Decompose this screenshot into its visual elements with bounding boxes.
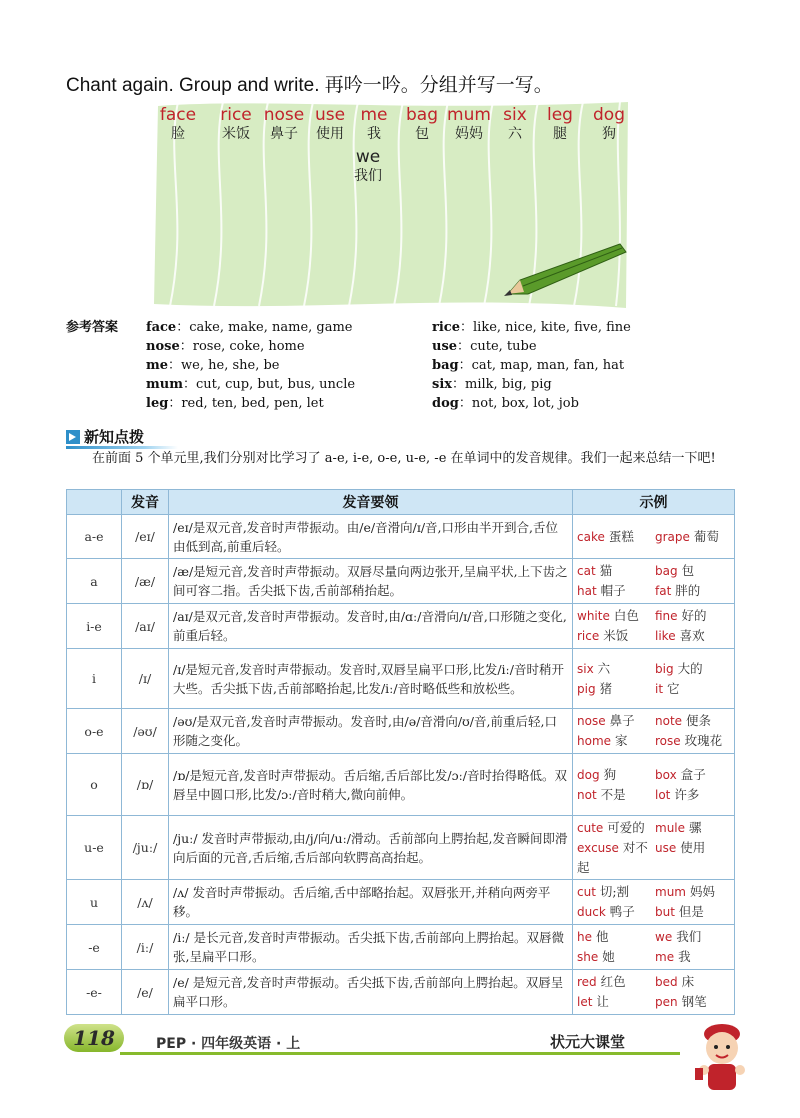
example-chinese: 妈妈 — [689, 884, 715, 899]
phonetic-symbol: /ɒ/ — [122, 754, 169, 816]
pronunciation-tip: /əʊ/是双元音,发音时声带振动。发音时,由/ə/音滑向/ʊ/音,前重后轻,口形随之变化。 — [169, 709, 573, 754]
example-word — [577, 606, 655, 626]
example-word — [577, 581, 655, 601]
example-word — [655, 818, 730, 838]
header-pattern — [67, 490, 122, 515]
example-english: cake — [577, 529, 605, 544]
pronunciation-tip: /æ/是短元音,发音时声带振动。双唇尽量向两边张开,呈扁平状,上下齿之间可容二指。舌尖抵下齿,舌前部稍抬起。 — [169, 559, 573, 604]
example-english: fat — [655, 584, 672, 598]
word-face: face 脸 — [159, 105, 197, 142]
spelling-pattern: i — [67, 649, 122, 709]
intro-paragraph: 在前面 5 个单元里,我们分别对比学习了 a-e, i-e, o-e, u-e, -e 在单词中的发音规律。我们一起来总结一下吧! — [92, 451, 716, 466]
answer-row: use：cute, tube — [432, 339, 537, 354]
answer-row: me：we, he, she, be — [146, 358, 280, 373]
example-word — [655, 927, 730, 947]
example-chinese: 我们 — [676, 929, 702, 944]
example-english: grape — [655, 529, 690, 544]
phonetic-symbol: /ʌ/ — [122, 880, 169, 925]
answers-label: 参考答案 — [66, 320, 119, 335]
spelling-pattern: o — [67, 754, 122, 816]
example-word — [577, 947, 655, 967]
answer-row: nose：rose, coke, home — [146, 339, 305, 354]
example-chinese: 猫 — [599, 563, 613, 578]
word-mum: mum 妈妈 — [447, 105, 491, 142]
spelling-pattern: -e- — [67, 970, 122, 1015]
spelling-pattern: i-e — [67, 604, 122, 649]
example-chinese: 床 — [681, 974, 695, 989]
page-number: 118 — [64, 1024, 124, 1052]
example-word — [655, 902, 730, 922]
pronunciation-tip: /ʌ/ 发音时声带振动。舌后缩,舌中部略抬起。双唇张开,并稍向两旁平移。 — [169, 880, 573, 925]
examples-cell — [573, 925, 735, 970]
answer-row: six：milk, big, pig — [432, 377, 552, 392]
example-english: not — [577, 787, 597, 802]
example-chinese: 对不起 — [577, 840, 648, 875]
example-word — [655, 731, 730, 751]
examples-cell — [573, 649, 735, 709]
example-chinese: 包 — [681, 563, 695, 578]
pronunciation-tip: /eɪ/是双元音,发音时声带振动。由/e/音滑向/ɪ/音,口形由半开到合,舌位由低到高,前重后轻。 — [169, 515, 573, 559]
table-row — [67, 816, 735, 880]
arrow-icon — [66, 430, 80, 444]
examples-grid — [577, 561, 730, 601]
header-sound: 发音 — [122, 490, 169, 515]
examples-cell — [573, 880, 735, 925]
spelling-pattern: a — [67, 559, 122, 604]
example-english: but — [655, 905, 675, 919]
example-english: it — [655, 681, 664, 696]
book-title: PEP · 四年级英语 · 上 — [156, 1036, 301, 1052]
example-word — [577, 902, 655, 922]
phonetic-symbol: /ɪ/ — [122, 649, 169, 709]
example-english: like — [655, 629, 676, 643]
example-chinese: 许多 — [674, 786, 700, 802]
example-word — [577, 972, 655, 992]
example-chinese: 葡萄 — [693, 528, 719, 544]
table-row — [67, 970, 735, 1015]
example-chinese: 好的 — [681, 608, 707, 623]
chant-board — [148, 98, 643, 310]
example-chinese: 玫瑰花 — [684, 733, 723, 748]
answer-row: mum：cut, cup, but, bus, uncle — [146, 377, 356, 392]
examples-grid — [577, 659, 730, 699]
example-word — [655, 838, 730, 877]
example-chinese: 它 — [667, 680, 680, 696]
example-chinese: 可爱的 — [607, 820, 645, 835]
example-english: cut — [577, 885, 596, 899]
spelling-pattern: u-e — [67, 816, 122, 880]
example-english: me — [655, 950, 675, 964]
answer-row: rice：like, nice, kite, five, fine — [432, 320, 631, 335]
example-chinese: 他 — [595, 929, 609, 944]
section-title: 新知点拨 — [84, 428, 145, 446]
example-word — [577, 992, 655, 1012]
example-chinese: 喜欢 — [679, 628, 705, 643]
example-english: rose — [655, 734, 681, 748]
spelling-pattern: o-e — [67, 709, 122, 754]
example-english: box — [655, 767, 677, 782]
example-english: rice — [577, 629, 600, 643]
example-chinese: 让 — [596, 994, 609, 1009]
table-row — [67, 754, 735, 816]
exercise-heading: Chant again. Group and write. 再吟一吟。分组并写一写。 — [66, 75, 553, 96]
phonetic-symbol: /əʊ/ — [122, 709, 169, 754]
example-word — [577, 731, 655, 751]
examples-grid — [577, 527, 730, 547]
example-word — [577, 785, 655, 805]
table-row — [67, 925, 735, 970]
word-six: six 六 — [503, 105, 527, 142]
example-word — [655, 972, 730, 992]
example-english: lot — [655, 787, 671, 802]
example-word — [655, 785, 730, 805]
example-chinese: 她 — [602, 949, 615, 964]
examples-grid — [577, 882, 730, 922]
example-chinese: 白色 — [613, 608, 639, 623]
example-chinese: 猪 — [599, 680, 613, 696]
word-rice: rice 米饭 — [220, 105, 252, 142]
example-word — [655, 882, 730, 902]
examples-cell — [573, 709, 735, 754]
examples-cell — [573, 816, 735, 880]
example-chinese: 但是 — [678, 904, 704, 919]
examples-cell — [573, 604, 735, 649]
example-english: big — [655, 661, 674, 676]
phonetic-symbol: /æ/ — [122, 559, 169, 604]
examples-cell — [573, 515, 735, 559]
example-english: hat — [577, 584, 597, 598]
pronunciation-tip: /ɪ/是短元音,发音时声带振动。发音时,双唇呈扁平口形,比发/iː/音时稍开大些。舌尖抵下齿,舌前部略抬起,比发/iː/音时略低些和放松些。 — [169, 649, 573, 709]
example-english: note — [655, 714, 683, 728]
example-chinese: 米饭 — [603, 628, 629, 643]
pronunciation-tip: /juː/ 发音时声带振动,由/j/向/uː/滑动。舌前部向上腭抬起,发音瞬间即滑向后面的元音,舌后缩,舌后部向软腭高高抬起。 — [169, 816, 573, 880]
example-chinese: 我 — [678, 949, 691, 964]
example-english: pig — [577, 681, 596, 696]
word-me: me 我 — [360, 105, 388, 142]
example-chinese: 红色 — [600, 974, 626, 989]
example-word — [577, 659, 655, 679]
spelling-pattern: -e — [67, 925, 122, 970]
examples-grid — [577, 606, 730, 646]
answer-row: bag：cat, map, man, fan, hat — [432, 358, 625, 373]
example-word — [577, 626, 655, 646]
examples-grid — [577, 765, 730, 805]
example-english: nose — [577, 714, 606, 728]
example-english: cat — [577, 564, 596, 578]
phonetic-symbol: /iː/ — [122, 925, 169, 970]
examples-cell — [573, 559, 735, 604]
example-english: dog — [577, 767, 600, 782]
example-english: pen — [655, 995, 678, 1009]
example-word — [577, 765, 655, 785]
brand-name: 状元大课堂 — [550, 1033, 626, 1051]
example-word — [577, 561, 655, 581]
example-word — [655, 711, 730, 731]
example-word — [577, 711, 655, 731]
example-english: bag — [655, 564, 678, 578]
examples-grid — [577, 818, 730, 877]
example-word — [577, 818, 655, 838]
example-chinese: 六 — [597, 660, 611, 676]
example-english: six — [577, 661, 594, 676]
example-word — [655, 581, 730, 601]
answer-row: dog：not, box, lot, job — [432, 396, 579, 411]
example-english: she — [577, 950, 599, 964]
example-english: fine — [655, 609, 678, 623]
example-english: home — [577, 734, 612, 748]
example-chinese: 盒子 — [680, 766, 706, 782]
example-word — [655, 947, 730, 967]
example-chinese: 蛋糕 — [608, 528, 634, 544]
examples-grid — [577, 972, 730, 1012]
example-chinese: 家 — [615, 733, 628, 748]
example-word — [577, 882, 655, 902]
examples-cell — [573, 754, 735, 816]
phonetic-symbol: /e/ — [122, 970, 169, 1015]
example-word — [655, 626, 730, 646]
table-row — [67, 604, 735, 649]
example-chinese: 胖的 — [675, 583, 701, 598]
example-chinese: 鸭子 — [609, 904, 635, 919]
table-header-row — [67, 490, 735, 515]
phonetic-symbol: /juː/ — [122, 816, 169, 880]
example-chinese: 便条 — [686, 713, 712, 728]
example-chinese: 骡 — [689, 820, 702, 835]
word-leg: leg 腿 — [547, 105, 573, 142]
example-english: excuse — [577, 841, 619, 855]
word-bag: bag 包 — [406, 105, 438, 142]
example-chinese: 大的 — [677, 660, 703, 676]
example-chinese: 使用 — [680, 840, 706, 855]
table-row — [67, 709, 735, 754]
example-word — [655, 659, 730, 679]
example-english: use — [655, 841, 677, 855]
example-word — [655, 765, 730, 785]
table-row — [67, 649, 735, 709]
example-word — [655, 561, 730, 581]
spelling-pattern: u — [67, 880, 122, 925]
example-chinese: 鼻子 — [609, 713, 635, 728]
answer-row: face：cake, make, name, game — [146, 320, 353, 335]
table-row — [67, 559, 735, 604]
example-english: red — [577, 975, 597, 989]
examples-grid — [577, 927, 730, 967]
example-word — [577, 527, 655, 547]
example-chinese: 钢笔 — [681, 994, 707, 1009]
example-english: white — [577, 609, 610, 623]
example-english: we — [655, 930, 673, 944]
example-english: bed — [655, 975, 678, 989]
mascot-icon — [690, 1014, 754, 1094]
table-row — [67, 880, 735, 925]
header-tips: 发音要领 — [169, 490, 573, 515]
example-chinese: 狗 — [603, 766, 617, 782]
phonetic-symbol: /eɪ/ — [122, 515, 169, 559]
answer-row: leg：red, ten, bed, pen, let — [146, 396, 324, 411]
examples-grid — [577, 711, 730, 751]
example-english: mum — [655, 885, 686, 899]
example-chinese: 不是 — [600, 786, 626, 802]
word-we: we 我们 — [354, 147, 382, 184]
examples-cell — [573, 970, 735, 1015]
example-chinese: 切;割 — [599, 884, 630, 899]
example-word — [655, 992, 730, 1012]
example-english: mule — [655, 821, 686, 835]
pronunciation-tip: /iː/ 是长元音,发音时声带振动。舌尖抵下齿,舌前部向上腭抬起。双唇微张,呈扁平口形。 — [169, 925, 573, 970]
example-word — [655, 679, 730, 699]
example-chinese: 帽子 — [600, 583, 626, 598]
example-word — [655, 527, 730, 547]
pronunciation-tip: /ɒ/是短元音,发音时声带振动。舌后缩,舌后部比发/ɔː/音时抬得略低。双唇呈中圆口形,比发/ɔː/音时稍大,微向前伸。 — [169, 754, 573, 816]
pronunciation-tip: /aɪ/是双元音,发音时声带振动。发音时,由/ɑː/音滑向/ɪ/音,口形随之变化,前重后轻。 — [169, 604, 573, 649]
table-row — [67, 515, 735, 559]
word-nose: nose 鼻子 — [263, 105, 305, 142]
example-word — [655, 606, 730, 626]
word-use: use 使用 — [314, 105, 346, 142]
word-dog: dog 狗 — [593, 105, 625, 142]
example-english: cute — [577, 821, 604, 835]
example-word — [577, 927, 655, 947]
example-word — [577, 838, 655, 877]
section-header — [66, 426, 144, 446]
example-english: he — [577, 930, 592, 944]
pronunciation-table — [66, 489, 735, 1015]
example-english: duck — [577, 905, 606, 919]
example-word — [577, 679, 655, 699]
header-examples: 示例 — [573, 490, 735, 515]
phonetic-symbol: /aɪ/ — [122, 604, 169, 649]
example-english: let — [577, 995, 593, 1009]
spelling-pattern: a-e — [67, 515, 122, 559]
pronunciation-tip: /e/ 是短元音,发音时声带振动。舌尖抵下齿,舌前部向上腭抬起。双唇呈扁平口形。 — [169, 970, 573, 1015]
